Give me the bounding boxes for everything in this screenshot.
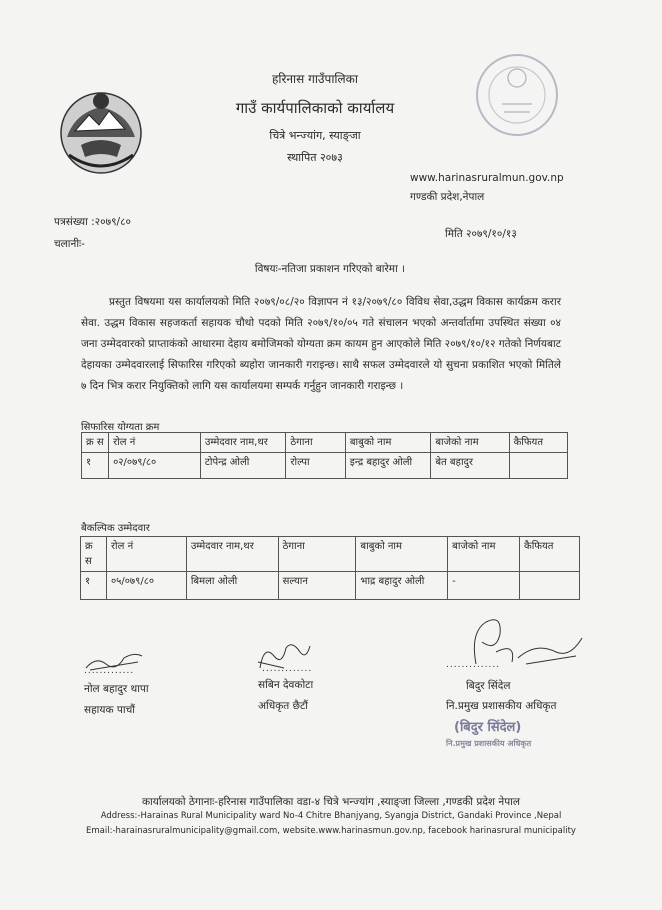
letter-date: मिति २०७९/१०/१३ <box>445 228 517 240</box>
table-cell: टोपेन्द्र ओली <box>200 453 286 479</box>
office-seal-icon <box>474 52 560 138</box>
table-row <box>81 572 580 600</box>
signatory-3-name: बिदुर सिंदेल <box>466 680 511 692</box>
subject-line: विषयः-नतिजा प्रकाशन गरिएको बारेमा । <box>254 263 406 275</box>
name-stamp: (बिदुर सिंदेल) <box>454 720 522 735</box>
header-cell: ठेगाना <box>278 537 356 572</box>
header-cell: कैफियत <box>509 433 567 453</box>
header-cell: रोल नं <box>109 433 201 453</box>
name-stamp-title: नि.प्रमुख प्रशासकीय अधिकृत <box>446 739 532 748</box>
nepal-emblem-icon <box>55 85 147 177</box>
recommended-table <box>81 432 568 479</box>
table-cell: इन्द्र बहादुर ओली <box>345 453 431 479</box>
header-cell: बाबुको नाम <box>345 433 431 453</box>
reference-number: पत्रसंख्या :२०७९/८० <box>54 216 131 228</box>
header-cell: बाजेको नाम <box>448 537 520 572</box>
header-cell: ठेगाना <box>286 433 345 453</box>
signatory-1-name: नोल बहादुर थापा <box>84 683 149 695</box>
header-cell: रोल नं <box>106 537 186 572</box>
signature-line: ............. <box>84 666 135 676</box>
table1-caption: सिफारिस योग्यता क्रम <box>81 422 160 433</box>
header-cell: बाजेको नाम <box>431 433 509 453</box>
table-cell: रोल्पा <box>286 453 345 479</box>
table-header-row <box>82 433 568 453</box>
table-cell <box>520 572 580 600</box>
table-cell: ०५/०७९/८० <box>106 572 186 600</box>
table-cell: बिमला ओली <box>186 572 278 600</box>
table-header-row <box>81 537 580 572</box>
office-title: गाउँ कार्यपालिकाको कार्यालय <box>235 99 395 117</box>
footer-address-nepali: कार्यालयको ठेगानाः-हरिनास गाउँपालिका वडा-४ चित्रे भन्ज्यांग ,स्याङ्जा जिल्ला ,गण्डकी प्रदेश नेपाल <box>141 796 521 808</box>
footer-address-english: Address:-Harainas Rural Municipality ward No-4 Chitre Bhanjyang, Syangja District, Gandaki Province ,Nepal <box>100 811 562 821</box>
municipality-name: हरिनास गाउँपालिका <box>271 72 358 86</box>
header-cell: उम्मेदवार नाम,थर <box>186 537 278 572</box>
established-year: स्थापित २०७३ <box>287 151 343 164</box>
header-cell: बाबुको नाम <box>356 537 448 572</box>
table-cell: - <box>448 572 520 600</box>
table-cell: सल्यान <box>278 572 356 600</box>
table-cell: ०२/०७९/८० <box>109 453 201 479</box>
table-cell <box>509 453 567 479</box>
signatory-1-title: सहायक पाचौं <box>84 704 135 716</box>
header-cell: उम्मेदवार नाम,थर <box>200 433 286 453</box>
header-cell: कैफियत <box>520 537 580 572</box>
alternate-table <box>80 536 580 600</box>
body-paragraph: प्रस्तुत विषयमा यस कार्यालयको मिति २०७९/०८/२० विज्ञापन नं १३/२०७९/८० विविध सेवा,उद्धम विकास कार्यक्रम करार सेवा. उद्धम विकास सहजकर्ता सहायक चौथो पदको मिति २०७९/१०/०५ गते संचालन भएको अन्तर्वार्तामा उपस्थित संख्या ०४ जना उम्मेदवारको प्राप्ताकंको आधारमा देहाय बमोजिमको योग्यता क्रम कायम हुन आएकोले मिति २०७९/१०/१२ गतेको निर्णयबाट देहायका उम्मेदवारलाई सिफारिस गरिएको ब्यहोरा जानकारी गराइन्छ। साथै सफल उम्मेदवारले यो सुचना प्रकाशित भएको मितिले ७ दिन भित्र करार नियुक्तिको लागि यस कार्यालयमा सम्पर्क गर्नुहुन जानकारी गराइन्छ । <box>81 296 561 392</box>
table-cell: भाद्र बहादुर ओली <box>356 572 448 600</box>
header-cell: क्र स <box>81 537 107 572</box>
website-text: www.harinasruralmun.gov.np <box>410 172 564 184</box>
footer-contact: Email:-harainasruralmunicipality@gmail.com, website.www.harinasmun.gov.np, facebook harinasrural municipality <box>86 826 576 836</box>
office-location: चित्रे भन्ज्यांग, स्याङ्जा <box>269 129 361 142</box>
signatory-3-title: नि.प्रमुख प्रशासकीय अधिकृत <box>446 700 557 712</box>
table-cell: १ <box>81 572 107 600</box>
dispatch-number: चलानीः- <box>54 238 85 250</box>
header-cell: क्र स <box>82 433 109 453</box>
signatory-2-name: सबिन देवकोटा <box>258 679 314 691</box>
signature-line: ............. <box>262 664 313 674</box>
table-cell: बेत बहादुर <box>431 453 509 479</box>
table-row <box>82 453 568 479</box>
signatory-2-title: अधिकृत छैटौं <box>258 700 308 712</box>
signature-line: .............. <box>446 660 501 670</box>
province-text: गण्डकी प्रदेश,नेपाल <box>410 191 485 203</box>
table2-caption: बैकल्पिक उम्मेदवार <box>81 523 150 534</box>
table-cell: १ <box>82 453 109 479</box>
